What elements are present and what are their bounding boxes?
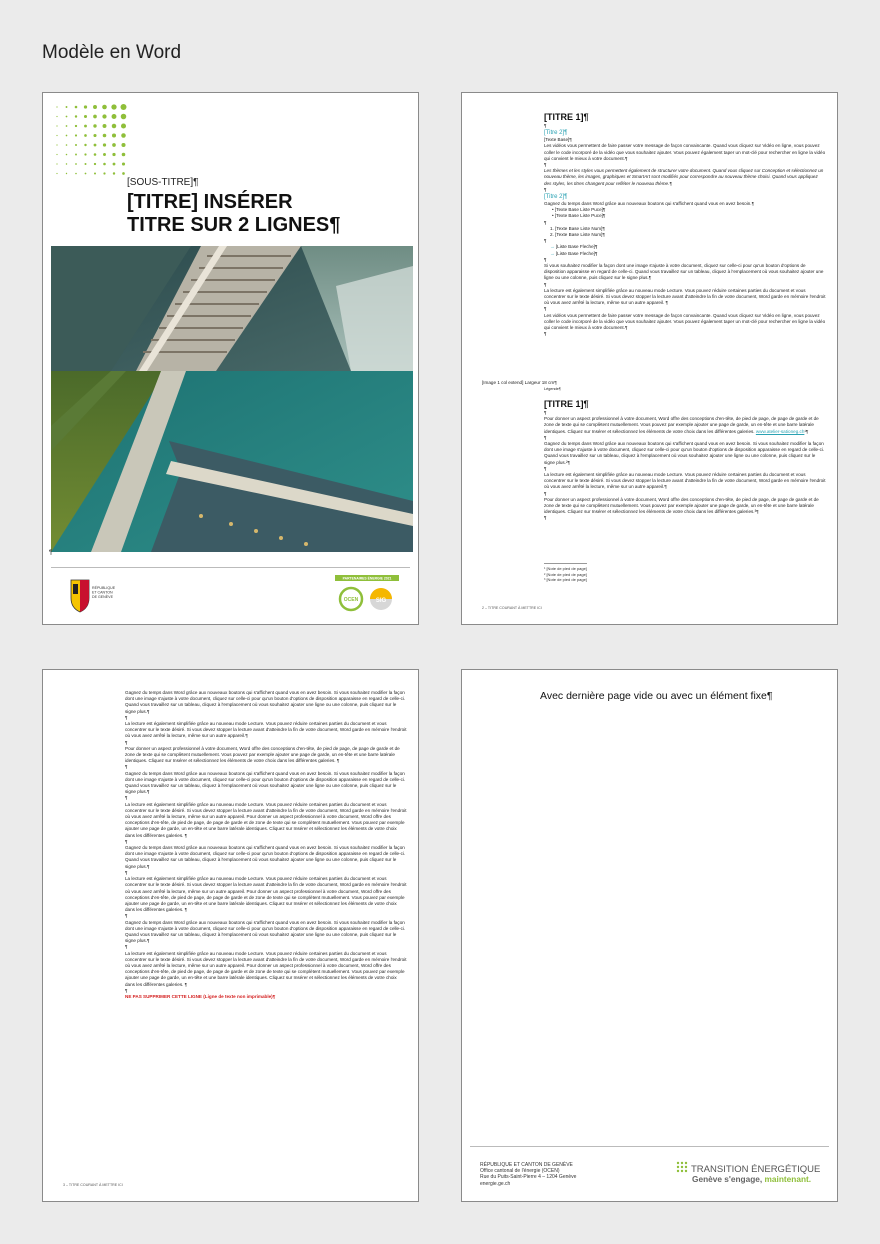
bullet-item: • [Texte Base Liste Puce]¶ <box>552 207 606 213</box>
logo-dot <box>66 173 67 174</box>
logo-dot <box>121 123 126 128</box>
footnotes <box>544 566 744 583</box>
logo-dot <box>112 153 115 156</box>
logo-dot <box>75 125 77 127</box>
bullet-text: [Texte Base Liste Puce]¶ <box>554 213 606 219</box>
address-line: RÉPUBLIQUE ET CANTON DE GENÈVE <box>480 1162 573 1168</box>
image-placeholder-note: [Image 1 col extend] Largeur 18 cm¶ <box>482 380 557 385</box>
logo-dot <box>122 162 125 165</box>
pilcrow: ¶ <box>544 465 547 471</box>
paragraph: Gagnez du temps dans Word grâce aux nouveaux boutons qui s'affichent quand vous en avez besoin. Si vous souhaitez modifier la façon dont une image s'ajuste à votre document, cliquez sur celle-ci pour qu'un bouton d'options de disposition apparaisse en regard de celle-ci. Quand vous travaillez sur un tableau, cliquez à l'emplacement où vous souhaitez ajouter une ligne ou une colonne, puis cliquez sur le signe plus.¶ <box>125 845 406 869</box>
running-footer: 3 – TITRE COURANT À METTRE ICI <box>63 1183 123 1187</box>
last-page-footer-divider <box>470 1146 829 1147</box>
paragraph: La lecture est également simplifiée grâce au nouveau mode Lecture. Vous pouvez réduire certaines parties du document et vous concentrer sur le texte désiré. Si vous devez stopper la lecture avant d'atteindre la fin de votre document, Word garde en mémoire l'endroit où vous avez arrêté la lecture, même sur un autre appareil.¶ <box>544 472 826 490</box>
cover-aerial-photo <box>51 246 413 552</box>
paragraph: Pour donner un aspect professionnel à votre document, Word offre des conceptions d'en-tête, de pied de page, de page de garde et de zone de texte qui se complètent mutuellement. Vous pouvez par exemple ajouter une page de garde, un en-tête et une barre latérale identiques. Cliquez sur Insérer et sélectionnez les éléments de votre choix dans les différentes galeries.³¶ <box>544 496 819 515</box>
paragraph: La lecture est également simplifiée grâce au nouveau mode Lecture. Vous pouvez réduire certaines parties du document et vous concentrer sur le texte désiré. Si vous devez stopper la lecture avant d'atteindre la fin de votre document, Word garde en mémoire l'endroit où vous avez arrêté la lecture, même sur un autre appareil. Pour donner un aspect professionnel à votre document, Word offre des conceptions d'en-tête, de pied de page, de page de garde et de zone de texte qui se complètent mutuellement. Vous pouvez par exemple ajouter une page de garde, un en-tête et une barre latérale identiques. Cliquez sur Insérer et sélectionnez les éléments de votre choix dans les différentes galeries. ¶ <box>125 876 407 913</box>
logo-dot <box>56 173 57 174</box>
logo-dot <box>121 143 125 147</box>
pilcrow: ¶ <box>125 944 128 950</box>
last-page[interactable] <box>461 669 838 1202</box>
cover-title-line-1: [TITRE] INSÉRER <box>127 191 293 213</box>
logo-dot <box>121 114 127 120</box>
logo-text-green: maintenant. <box>764 1174 812 1184</box>
logo-dot <box>103 172 105 174</box>
pilcrow: ¶ <box>544 515 547 521</box>
logo-line-1: TRANSITION ÉNERGÉTIQUE <box>691 1164 821 1175</box>
footnote-divider <box>544 563 587 564</box>
heading-1: [TITRE 1]¶ <box>544 112 589 122</box>
sig-badge-text: SIG <box>375 598 387 604</box>
logo-dot <box>103 124 107 128</box>
logo-dot <box>112 114 117 119</box>
pilcrow: ¶ <box>544 219 547 225</box>
logo-dot <box>122 172 125 175</box>
bullet-text: [Texte Base Liste Puce]¶ <box>554 207 606 213</box>
logo-dot <box>75 106 78 109</box>
address-line: Rue du Puits-Saint-Pierre 4 – 1204 Genève <box>480 1174 577 1181</box>
pilcrow: ¶ <box>544 238 547 244</box>
logo-dot <box>93 134 96 137</box>
paragraph: Gagnez du temps dans Word grâce aux nouveaux boutons qui s'affichent quand vous en avez besoin. Si vous souhaitez modifier la façon dont une image s'ajuste à votre document, cliquez sur celle-ci pour qu'un bouton d'options de disposition apparaisse en regard de celle-ci. Quand vous travaillez sur un tableau, cliquez à l'emplacement où vous souhaitez ajouter une ligne ou une colonne, puis cliquez sur le signe plus.¶ <box>125 919 406 944</box>
image-caption: Légende¶ <box>544 387 561 391</box>
pilcrow: ¶ <box>544 256 547 262</box>
page2-body-lower <box>544 398 826 522</box>
address-line: energie.ge.ch <box>480 1180 511 1187</box>
content-page-2[interactable] <box>461 92 838 625</box>
paragraph: Gagnez du temps dans Word grâce aux nouveaux boutons qui s'affichent quand vous en avez besoin. Si vous souhaitez modifier la façon dont une image s'ajuste à votre document, cliquez sur celle-ci pour qu'un bouton d'options de disposition apparaisse en regard de celle-ci. Quand vous travaillez sur un tableau, cliquez à l'emplacement où vous souhaitez ajouter une ligne ou une colonne, puis cliquez sur le signe plus.¶ <box>125 690 406 714</box>
logo-dot <box>84 134 87 137</box>
ocen-badge-text: OCEN <box>343 597 359 603</box>
heading-1: [TITRE 1]¶ <box>544 399 589 409</box>
pilcrow: ¶ <box>125 714 128 720</box>
paragraph: Gagnez du temps dans Word grâce aux nouveaux boutons qui s'affichent quand vous en avez besoin.¶ <box>544 201 755 207</box>
logo-dot <box>75 173 77 175</box>
crest-text-1: RÉPUBLIQUE <box>92 586 116 590</box>
logo-dot <box>56 135 57 136</box>
logo-dot <box>84 163 86 165</box>
pilcrow: ¶ <box>544 331 547 337</box>
logo-dot <box>103 134 107 138</box>
paragraph: Les vidéos vous permettent de faire passer votre message de façon convaincante. Quand vous cliquez sur Vidéo en ligne, vous pouvez coller le code incorporé de la vidéo que vous souhaitez ajouter. Vous pouvez également taper un mot-clé pour rechercher en ligne la vidéo qui convient le mieux à votre document.¶ <box>544 143 826 161</box>
logo-dot <box>75 154 77 156</box>
address-line: Office cantonal de l'énergie (OCEN) <box>480 1168 560 1175</box>
logo-dot <box>56 116 57 117</box>
logo-dot <box>94 153 97 156</box>
pilcrow-mark: ¶ <box>49 550 53 556</box>
logo-dot <box>75 163 77 165</box>
logo-dot <box>66 163 67 164</box>
bullet-item: • [Texte Base Liste Puce]¶ <box>552 213 606 219</box>
do-not-delete-line: NE PAS SUPPRIMER CETTE LIGNE (Ligne de texte non imprimable)¶ <box>125 993 276 999</box>
pilcrow: ¶ <box>125 795 128 801</box>
geneva-crest-logo <box>67 576 119 616</box>
paragraph: Pour donner un aspect professionnel à votre document, Word offre des conceptions d'en-tête, de pied de page, de page de garde et de zone de texte qui se complètent mutuellement. Vous pouvez par exemple ajouter une page de garde, un en-tête et une barre latérale identiques. Cliquez sur Insérer et sélectionnez les éléments de votre choix dans les différentes galeries. www.atelier-sationeg.ch¹¶ <box>544 416 819 434</box>
logo-dot <box>94 172 96 174</box>
website-link[interactable]: www.atelier-sationeg.ch <box>755 428 805 434</box>
logo-dot <box>94 144 97 147</box>
logo-dot <box>66 144 68 146</box>
logo-dot <box>113 172 115 174</box>
logo-dot <box>122 153 126 157</box>
footnote: ¹ [Note de pied de page] <box>544 566 587 571</box>
logo-dot <box>84 144 86 146</box>
logo-dot <box>66 106 68 108</box>
paragraph: La lecture est également simplifiée grâce au nouveau mode Lecture. Vous pouvez réduire certaines parties du document et vous concentrer sur le texte désiré. Si vous devez stopper la lecture avant d'atteindre la fin de votre document, Word garde en mémoire l'endroit où vous avez arrêté la lecture, même sur un autre appareil. Pour donner un aspect professionnel à votre document, Word offre des conceptions d'en-tête, de pied de page, de page de garde et de zone de texte qui se complètent mutuellement. Vous pouvez par exemple ajouter une page de garde, un en-tête et une barre latérale identiques. Cliquez sur Insérer et sélectionnez les éléments de votre choix dans les différentes galeries. ¶ <box>125 950 407 987</box>
logo-dot <box>85 173 87 175</box>
footnote: ³ [Note de pied de page] <box>544 577 587 582</box>
transition-energetique-logo <box>676 1160 826 1188</box>
pilcrow: ¶ <box>544 162 547 168</box>
page3-body <box>125 690 407 1000</box>
logo-line-2 <box>692 1174 811 1184</box>
italic-paragraph: Les thèmes et les styles vous permettent également de structurer votre document. Quand vous cliquez sur Conception et sélectionnez un nouveau thème, les images, graphiques et SmartArt sont modifiés pour correspondre au nouveau thème choisi. Quand vous appliquez des styles, les titres changent pour refléter le nouveau thème.¶ <box>544 168 824 186</box>
cover-title <box>127 191 417 237</box>
logo-dot <box>84 105 87 108</box>
footnote: ² [Note de pied de page] <box>544 571 587 577</box>
numbered-item: 1. [Texte Base Liste Num]¶ <box>550 225 605 231</box>
logo-dot <box>66 116 68 118</box>
logo-dot <box>75 144 77 146</box>
pilcrow: ¶ <box>544 123 547 128</box>
heading-2: [Titre 2]¶ <box>544 194 568 201</box>
page-heading: Modèle en Word <box>42 42 182 63</box>
arrow-text: [Liste Base Fleche]¶ <box>555 250 598 256</box>
pilcrow: ¶ <box>125 987 128 993</box>
logo-dot <box>66 125 68 127</box>
page2-body <box>544 111 826 338</box>
arrow-icon: → <box>550 244 555 250</box>
pilcrow: ¶ <box>125 838 128 844</box>
paragraph: Gagnez du temps dans Word grâce aux nouveaux boutons qui s'affichent quand vous en avez besoin. Si vous souhaitez modifier la façon dont une image s'ajuste à votre document, cliquez sur celle-ci pour qu'un bouton d'options de disposition apparaisse en regard de celle-ci. Quand vous travaillez sur un tableau, cliquez à l'emplacement où vous souhaitez ajouter une ligne ou une colonne, puis cliquez sur le signe plus.¶ <box>125 770 406 795</box>
running-footer: 2 – TITRE COURANT À METTRE ICI <box>482 606 542 610</box>
pilcrow: ¶ <box>544 281 547 287</box>
partner-badge-text: PARTENAIRES ÉNERGIE 2021 <box>342 576 392 581</box>
logo-dot <box>112 124 117 129</box>
logo-dot <box>112 143 116 147</box>
paragraph-text: Pour donner un aspect professionnel à votre document, Word offre des conceptions d'en-tête, de pied de page, de page de garde et de zone de texte qui se complètent mutuellement. Vous pouvez par exemple ajouter une page de garde, un en-tête et une barre latérale identiques. Cliquez sur Insérer et sélectionnez les éléments de votre choix dans les différentes galeries. <box>544 416 819 434</box>
logo-dot <box>103 163 106 166</box>
logo-dot <box>102 105 107 110</box>
cover-title-line-2: TITRE SUR 2 LIGNES¶ <box>127 214 341 236</box>
content-page-3[interactable] <box>42 669 419 1202</box>
paragraph: La lecture est également simplifiée grâce au nouveau mode Lecture. Vous pouvez réduire certaines parties du document et vous concentrer sur le texte désiré. Si vous devez stopper la lecture avant d'atteindre la fin de votre document, Word garde en mémoire l'endroit où vous avez arrêté la lecture, même sur un autre appareil.¶ <box>125 721 407 739</box>
numbered-text: [Texte Base Liste Num]¶ <box>555 225 605 231</box>
cover-footer-divider <box>51 567 410 568</box>
logo-text-grey: Genève s'engage, <box>692 1174 763 1184</box>
arrow-text: [Liste Base Fleche]¶ <box>555 244 598 250</box>
address-block <box>480 1162 576 1187</box>
pilcrow: ¶ <box>544 434 547 440</box>
heading-2: [Titre 2]¶ <box>544 130 568 137</box>
pilcrow: ¶ <box>125 869 128 875</box>
logo-dot <box>103 153 106 156</box>
logo-dot <box>56 125 57 126</box>
logo-dot <box>113 163 116 166</box>
logo-dot <box>111 104 116 109</box>
logo-dot <box>93 124 96 127</box>
logo-dot <box>93 115 97 119</box>
logo-dot <box>84 153 86 155</box>
last-page-note: Avec dernière page vide ou avec un élément fixe¶ <box>540 690 773 702</box>
logo-dot <box>75 134 77 136</box>
pilcrow: ¶ <box>544 410 547 415</box>
body-base-label: [Texte Base]¶ <box>544 137 572 143</box>
logo-dot <box>112 133 116 137</box>
logo-dot <box>93 105 97 109</box>
pilcrow: ¶ <box>544 306 547 312</box>
logo-dot <box>56 154 57 155</box>
pilcrow: ¶ <box>125 739 128 745</box>
logo-dot <box>84 125 87 128</box>
paragraph: Pour donner un aspect professionnel à votre document, Word offre des conceptions d'en-tête, de pied de page, de page de garde et de zone de texte qui se complètent mutuellement. Vous pouvez par exemple ajouter une page de garde, un en-tête et une barre latérale identiques. Cliquez sur Insérer et sélectionnez les éléments de votre choix dans les différentes galeries. ¶ <box>125 745 400 764</box>
paragraph: La lecture est également simplifiée grâce au nouveau mode Lecture. Vous pouvez réduire certaines parties du document et vous concentrer sur le texte désiré. Si vous devez stopper la lecture avant d'atteindre la fin de votre document, Word garde en mémoire l'endroit où vous avez arrêté la lecture, même sur un autre appareil. ¶ <box>544 287 826 306</box>
dot-pattern-logo <box>51 101 131 181</box>
pilcrow: ¶ <box>544 490 547 496</box>
cover-subtitle: [SOUS-TITRE]¶ <box>127 177 199 188</box>
numbered-text: [Texte Base Liste Num]¶ <box>555 232 605 238</box>
crest-text-2: ET CANTON <box>92 590 113 595</box>
pilcrow: ¶ <box>544 186 547 192</box>
crest-text-3: DE GENÈVE <box>92 595 113 599</box>
logo-dot <box>103 143 106 146</box>
logo-dot <box>121 104 127 110</box>
logo-dot <box>56 106 57 107</box>
cover-page[interactable] <box>42 92 419 625</box>
logo-dot <box>56 163 57 164</box>
paragraph: La lecture est également simplifiée grâce au nouveau mode Lecture. Vous pouvez réduire certaines parties du document et vous concentrer sur le texte désiré. Si vous devez stopper la lecture avant d'atteindre la fin de votre document, Word garde en mémoire l'endroit où vous avez arrêté la lecture, même sur un autre appareil. Pour donner un aspect professionnel à votre document, Word offre des conceptions d'en-tête, de pied de page, de page de garde et de zone de texte qui se complètent mutuellement. Vous pouvez par exemple ajouter une page de garde, un en-tête et une barre latérale identiques. Cliquez sur Insérer et sélectionnez les éléments de votre choix dans les différentes galeries. ¶ <box>125 801 407 838</box>
paragraph: Gagnez du temps dans Word grâce aux nouveaux boutons qui s'affichent quand vous en avez besoin. Si vous souhaitez modifier la façon dont une image s'ajuste à votre document, cliquez sur celle-ci pour qu'un bouton d'options de disposition apparaisse en regard de celle-ci. Quand vous travaillez sur un tableau, cliquez à l'emplacement où vous souhaitez ajouter une ligne ou une colonne, puis cliquez sur le signe plus.²¶ <box>544 441 825 465</box>
paragraph: Les vidéos vous permettent de faire passer votre message de façon convaincante. Quand vous cliquez sur Vidéo en ligne, vous pouvez coller le code incorporé de la vidéo que vous souhaitez ajouter. Vous pouvez également taper un mot-clé pour rechercher en ligne la vidéo qui convient le mieux à votre document.¶ <box>544 312 826 331</box>
logo-dot <box>102 114 106 118</box>
pilcrow: ¶ <box>125 913 128 919</box>
partner-logos <box>335 575 399 613</box>
logo-dot <box>94 163 96 165</box>
arrow-icon: → <box>550 250 555 256</box>
logo-dot <box>84 115 87 118</box>
logo-dot <box>66 154 68 156</box>
pilcrow: ¶ <box>125 764 128 770</box>
logo-dot <box>121 133 126 138</box>
logo-dot <box>75 115 77 117</box>
numbered-item: 2. [Texte Base Liste Num]¶ <box>550 232 605 238</box>
logo-dot <box>66 135 68 137</box>
logo-dot <box>56 144 57 145</box>
paragraph: Si vous souhaitez modifier la façon dont une image s'ajuste à votre document, cliquez sur celle-ci pour qu'un bouton d'options de disposition apparaisse en regard de celle-ci. Quand vous travaillez sur un tableau, cliquez à l'emplacement où vous souhaitez ajouter une ligne ou une colonne, puis cliquez sur le signe plus.¶ <box>544 263 824 281</box>
